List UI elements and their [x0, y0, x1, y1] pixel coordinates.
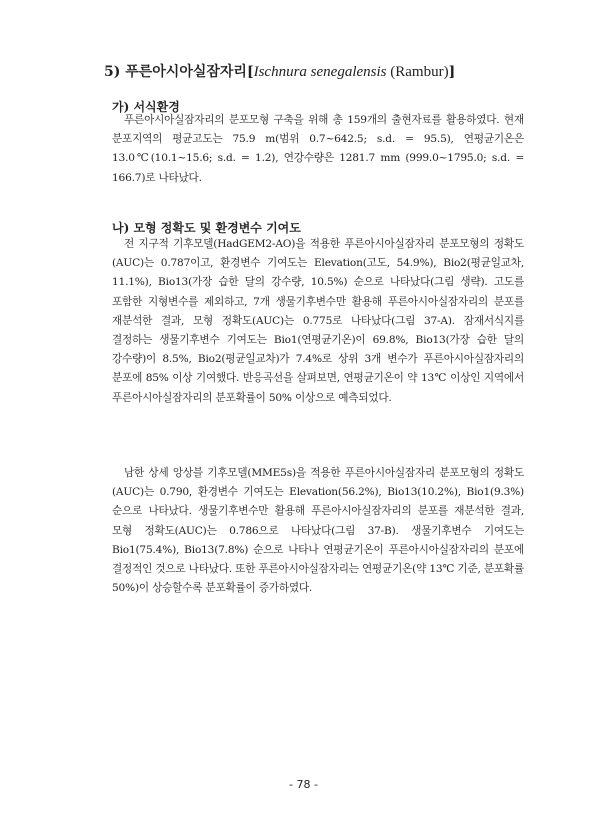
scientific-name: Ischnura senegalensis	[253, 64, 387, 80]
section-title-prefix: 5) 푸른아시아실잠자리[	[104, 64, 254, 80]
model-paragraph-1: 전 지구적 기후모델(HadGEM2-AO)을 적용한 푸른아시아실잠자리 분포모형의 정확도(AUC)는 0.787이고, 환경변수 기여도는 Elevation(고도, 54.9%), Bio2(평균일교차, 11.1%), Bio13(가장 습한 달의 강수량, 10.5%) 순으로 나타났다(그림 생략). 고도를 포함한 지형변수를 제외하고, 7개 생물기후변수만 활용해 푸른아시아실잠자리의 분포를 재분석한 결과, 모형 정확도(AUC)는 0.775로 나타났다(그림 37-A). 잠재서식지를 결정하는 생물기후변수 기여도는 Bio1(연평균기온)이 69.8%, Bio13(가장 습한 달의 강수량)이 8.5%, Bio2(평균일교차)가 7.4%로 상위 3개 변수가 푸른아시아실잠자리의 분포에 85% 이상 기여했다. 반응곡선을 살펴보면, 연평균기온이 약 13℃ 이상인 지역에서 푸른아시아실잠자리의 분포확률이 50% 이상으로 예측되었다.	[112, 238, 524, 404]
model-heading: 나) 모형 정확도 및 환경변수 기여도	[112, 221, 301, 235]
species-author: (Rambur)	[386, 64, 449, 80]
habitat-paragraph: 푸른아시아실잠자리의 분포모형 구축을 위해 총 159개의 출현자료를 활용하였다. 현재 분포지역의 평균고도는 75.9 m(범위 0.7~642.5; s.d. = 95.5), 연평균기온은 13.0℃(10.1~15.6; s.d. = 1.2), 연강수량은 1281.7 mm (999.0~1795.0; s.d. = 166.7)로 나타났다.	[112, 114, 524, 184]
habitat-heading: 가) 서식환경	[112, 100, 180, 114]
section-title-suffix: ]	[448, 64, 456, 80]
page-number: - 78 -	[289, 778, 318, 791]
model-paragraph-2: 남한 상세 앙상블 기후모델(MME5s)을 적용한 푸른아시아실잠자리 분포모형의 정확도(AUC)는 0.790, 환경변수 기여도는 Elevation(56.2%), Bio13(10.2%), Bio1(9.3%) 순으로 나타났다. 생물기후변수만 활용해 푸른아시아실잠자리의 분포를 재분석한 결과, 모형 정확도(AUC)는 0.786으로 나타났다(그림 37-B). 생물기후변수 기여도는 Bio1(75.4%), Bio13(7.8%) 순으로 나타나 연평균기온이 푸른아시아실잠자리의 분포에 결정적인 것으로 나타났다. 또한 푸른아시아실잠자리는 연평균기온(약 13℃ 기준, 분포확률 50%)이 상승할수록 분포확률이 증가하였다.	[112, 467, 524, 595]
section-title	[104, 62, 544, 82]
